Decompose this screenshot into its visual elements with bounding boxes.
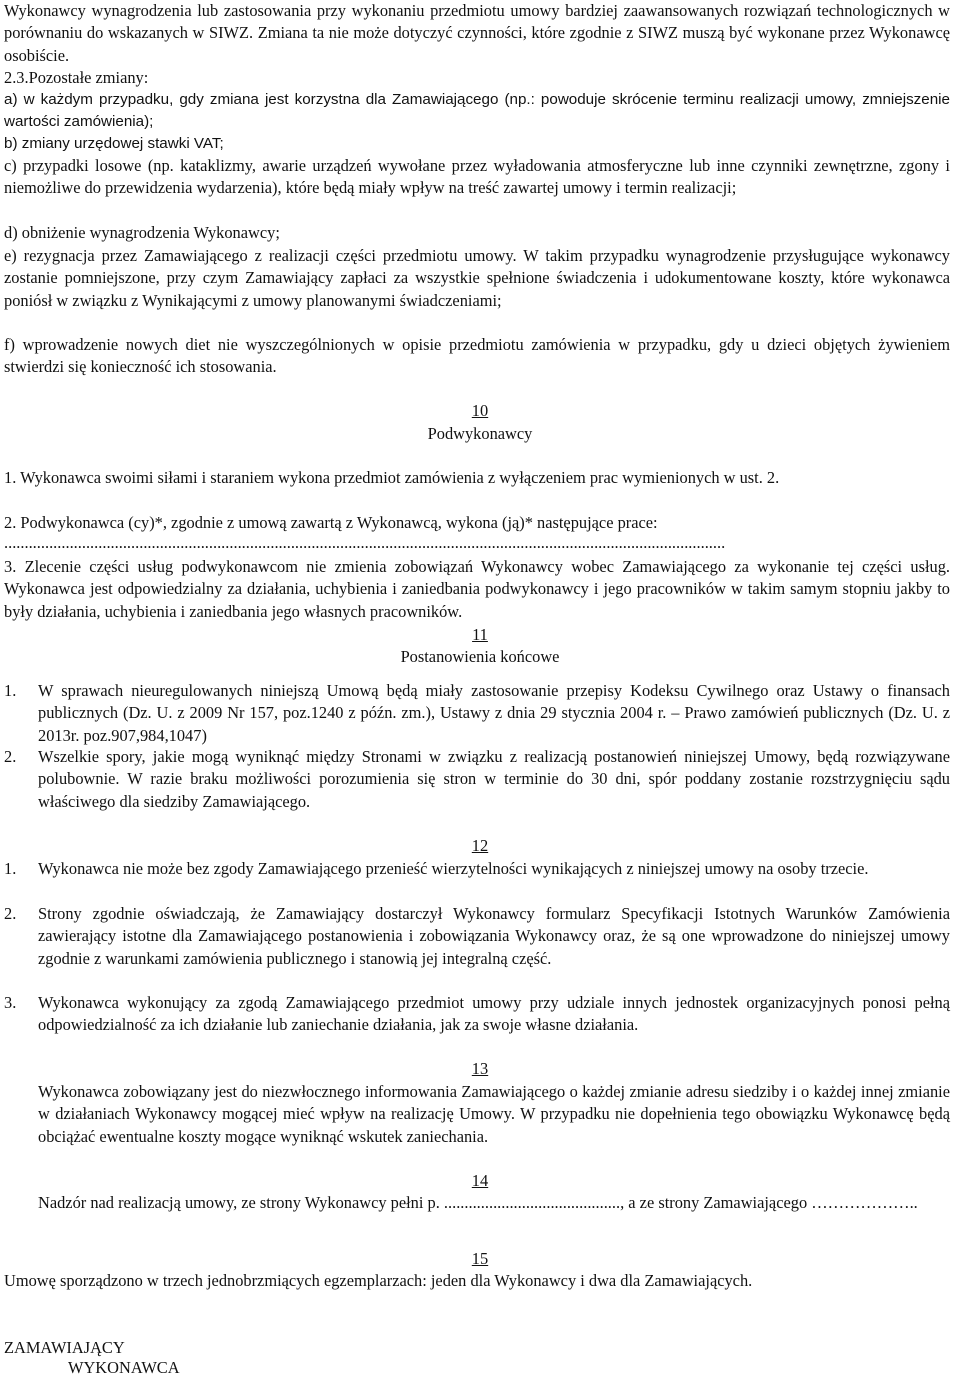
section-15-paragraph: Umowę sporządzono w trzech jednobrzmiących egzemplarzach: jeden dla Wykonawcy i dwa dla Zamawiających. [4, 1271, 753, 1290]
section-11-item-1-number: 1. [4, 681, 17, 700]
section-14-paragraph: Nadzór nad realizacją umowy, ze strony Wykonawcy pełni p. ..........................................., a ze strony Zamawiającego ……………….. [38, 1193, 918, 1212]
change-item-e: e) rezygnacja przez Zamawiającego z realizacji części przedmiotu umowy. W takim przypadku wynagrodzenie przysługujące wykonawcy zostanie pomniejszone, przy czym Zamawiający zapłaci za wszystkie spełnione świadczenia i udokumentowane koszty, które wykonawca poniósł w związku z Wynikającymi z umowy planowanymi świadczeniami; [4, 246, 950, 310]
section-13-number: 13 [471, 1059, 489, 1078]
section-11-item-2-number: 2. [4, 747, 17, 766]
intro-paragraph: Wykonawcy wynagrodzenia lub zastosowania przy wykonaniu przedmiotu umowy bardziej zaawansowanych rozwiązań technologicznych w porównaniu do wskazanych w SIWZ. Zmiana ta nie może dotyczyć czynności, które zgodnie z SIWZ muszą być wykonane przez Wykonawcę osobiście. [4, 1, 950, 65]
section-15-number: 15 [471, 1249, 489, 1268]
section-12-item-1: Wykonawca nie może bez zgody Zamawiającego przenieść wierzytelności wynikających z niniejszej umowy na osoby trzecie. [38, 859, 869, 878]
section-12-number: 12 [471, 836, 489, 855]
section-12-item-1-number: 1. [4, 859, 17, 878]
section-11-item-1: W sprawach nieuregulowanych niniejszą Umową będą miały zastosowanie przepisy Kodeksu Cywilnego oraz Ustawy o finansach publicznych (Dz. U. z 2009 Nr 157, poz.1240 z późn. zm.), Ustawy z dnia 29 stycznia 2004 r. – Prawo zamówień publicznych (Dz. U. z 2013r. poz.907,984,1047) [38, 681, 950, 745]
section-11-item-2: Wszelkie spory, jakie mogą wyniknąć między Stronami w związku z realizacją postanowień niniejszej Umowy, będą rozwiązywane polubownie. W razie braku możliwości porozumienia się stron w terminie do 30 dni, spór poddany zostanie rozstrzygnięciu sądu właściwego dla siedziby Zamawiającego. [38, 747, 950, 811]
section-10-item-2: 2. Podwykonawca (cy)*, zgodnie z umową zawartą z Wykonawcą, wykona (ją)* następujące prace: [4, 513, 658, 532]
section-12-item-2: Strony zgodnie oświadczają, że Zamawiający dostarczył Wykonawcy formularz Specyfikacji Istotnych Warunków Zamówienia zawierający istotne dla Zamawiającego postanowienia i zobowiązania Wykonawcy oraz, że są one wprowadzone do niniejszej umowy zgodnie z warunkami zamówienia publicznego i stanowią jej integralną część. [38, 904, 950, 968]
signature-label-zamawiajacy: ZAMAWIAJĄCY [4, 1338, 125, 1357]
section-10-item-3: 3. Zlecenie części usług podwykonawcom nie zmienia zobowiązań Wykonawcy wobec Zamawiającego za wykonanie tej części usług. Wykonawca jest odpowiedzialny za działania, uchybienia i zaniedbania podwykonawcy i jego pracowników w takim samym stopniu jakby to były działania, uchybienia i zaniedbania jego własnych pracowników. [4, 557, 950, 621]
change-item-b: b) zmiany urzędowej stawki VAT; [4, 135, 224, 152]
section-12-item-3: Wykonawca wykonujący za zgodą Zamawiającego przedmiot umowy przy udziale innych jednostek organizacyjnych ponosi pełną odpowiedzialność za ich działanie lub zaniechanie działania, jak za swoje własne działania. [38, 993, 950, 1035]
section-13-paragraph: Wykonawca zobowiązany jest do niezwłocznego informowania Zamawiającego o każdej zmianie adresu siedziby i o każdej innej zmianie w działaniach Wykonawcy mogącej mieć wpływ na realizację Umowy. W przypadku nie dopełnienia tego obowiązku Wykonawcę będą obciążać ewentualne koszty mogące wyniknąć wskutek zaniechania. [38, 1082, 950, 1146]
change-item-c: c) przypadki losowe (np. kataklizmy, awarie urządzeń wywołane przez wyładowania atmosferyczne lub inne czynniki zewnętrzne, zgony i niemożliwe do przewidzenia wydarzenia), które będą miały wpływ na treść zawartej umowy i termin realizacji; [4, 156, 950, 198]
section-10-title: Podwykonawcy [427, 424, 533, 443]
section-11-number: 11 [472, 625, 488, 644]
signature-label-wykonawca: WYKONAWCA [68, 1358, 180, 1377]
section-2-3-heading: 2.3.Pozostałe zmiany: [4, 68, 149, 87]
section-10-item-1: 1. Wykonawca swoimi siłami i staraniem wykona przedmiot zamówienia z wyłączeniem prac wymienionych w ust. 2. [4, 468, 780, 487]
section-12-item-3-number: 3. [4, 993, 17, 1012]
change-item-f: f) wprowadzenie nowych diet nie wyszczególnionych w opisie przedmiotu zamówienia w przypadku, gdy u dzieci objętych żywieniem stwierdzi się konieczność ich stosowania. [4, 335, 950, 377]
section-11-title: Postanowienia końcowe [400, 647, 560, 666]
change-item-d: d) obniżenie wynagrodzenia Wykonawcy; [4, 223, 280, 242]
section-10-dots-line: ................................................................................................................................................................................ [4, 533, 726, 552]
section-12-item-2-number: 2. [4, 904, 17, 923]
section-10-number: 10 [471, 401, 489, 420]
section-14-number: 14 [471, 1171, 489, 1190]
change-item-a: a) w każdym przypadku, gdy zmiana jest korzystna dla Zamawiającego (np.: powoduje skrócenie terminu realizacji umowy, zmniejszenie wartości zamówienia); [4, 91, 950, 131]
